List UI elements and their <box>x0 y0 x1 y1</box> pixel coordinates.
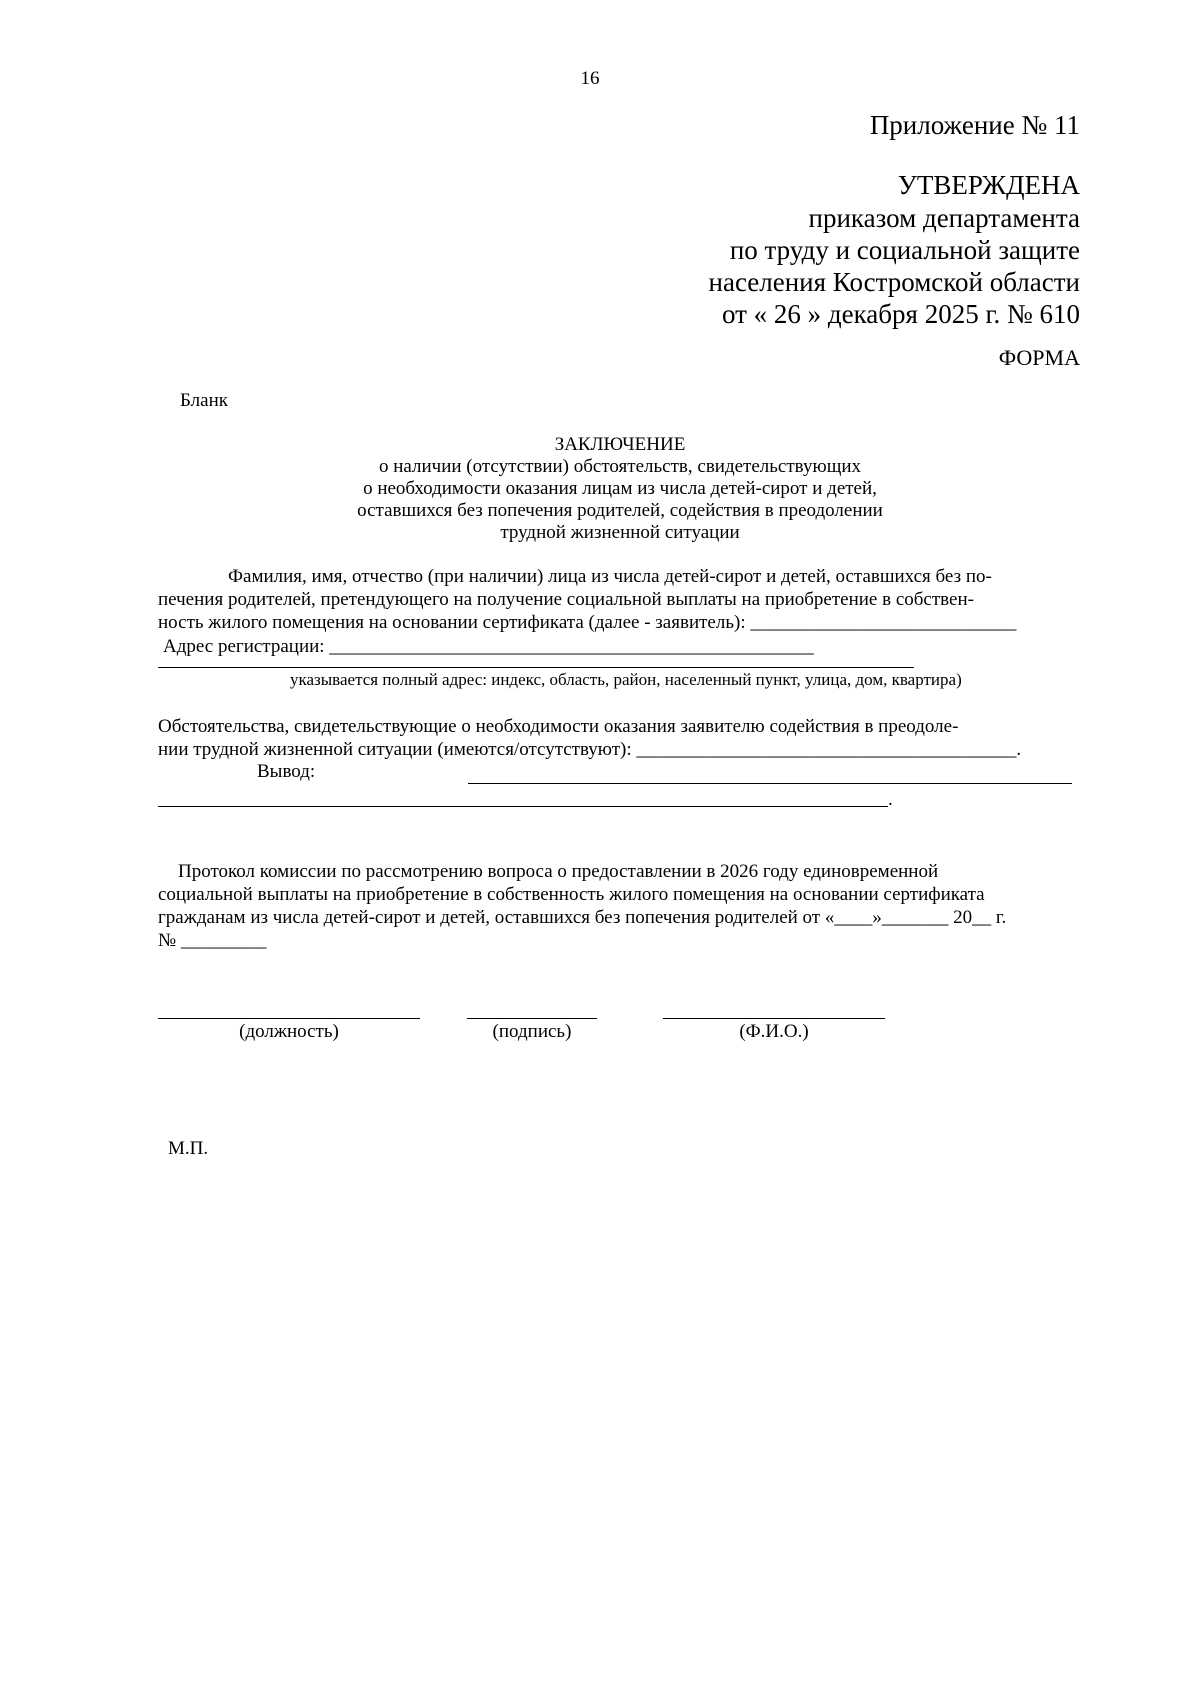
position-line <box>158 1018 420 1019</box>
address-hint: указывается полный адрес: индекс, область, район, населенный пункт, улица, дом, квартира) <box>290 670 962 689</box>
address-line <box>158 667 914 668</box>
order-line-3: населения Костромской области <box>708 267 1080 297</box>
stamp-label: М.П. <box>168 1138 209 1159</box>
fio-caption: (Ф.И.О.) <box>739 1021 809 1042</box>
appendix-label: Приложение № 11 <box>869 110 1080 140</box>
title-line-4: трудной жизненной ситуации <box>500 522 740 543</box>
protocol-line-1: Протокол комиссии по рассмотрению вопроса о предоставлении в 2026 году единовременной <box>178 861 939 882</box>
title-line-1: о наличии (отсутствии) обстоятельств, свидетельствующих <box>379 456 861 477</box>
order-line-4: от « 26 » декабря 2025 г. № 610 <box>721 299 1080 329</box>
circumstances-line-1: Обстоятельства, свидетельствующие о необходимости оказания заявителю содействия в преодоле- <box>158 716 959 737</box>
applicant-line-3: ность жилого помещения на основании сертификата (далее - заявитель): ____________________________ <box>158 612 1017 633</box>
conclusion-end-dot: . <box>888 789 893 810</box>
signature-caption: (подпись) <box>492 1021 572 1042</box>
order-line-1: приказом департамента <box>808 203 1080 233</box>
blank-label: Бланк <box>180 390 228 411</box>
protocol-line-4: № _________ <box>158 930 267 951</box>
protocol-line-3: гражданам из числа детей-сирот и детей, оставшихся без попечения родителей от «____»_______ 20__ г. <box>158 907 1007 928</box>
title-line-2: о необходимости оказания лицам из числа детей-сирот и детей, <box>363 478 877 499</box>
circumstances-line-2: нии трудной жизненной ситуации (имеются/отсутствуют): ________________________________________. <box>158 739 1022 760</box>
order-line-2: по труду и социальной защите <box>729 235 1080 265</box>
applicant-line-2: печения родителей, претендующего на получение социальной выплаты на приобретение в собствен- <box>158 589 974 610</box>
title-heading: ЗАКЛЮЧЕНИЕ <box>554 434 686 455</box>
address-label: Адрес регистрации: ___________________________________________________ <box>163 636 814 657</box>
approved-label: УТВЕРЖДЕНА <box>897 170 1080 200</box>
conclusion-line-1 <box>468 783 1072 784</box>
title-line-3: оставшихся без попечения родителей, содействия в преодолении <box>357 500 883 521</box>
form-label: ФОРМА <box>998 345 1080 370</box>
page-number: 16 <box>580 68 600 89</box>
conclusion-line-2 <box>158 806 888 807</box>
protocol-line-2: социальной выплаты на приобретение в собственность жилого помещения на основании сертификата <box>158 884 985 905</box>
applicant-line-1: Фамилия, имя, отчество (при наличии) лица из числа детей-сирот и детей, оставшихся без по- <box>228 566 992 587</box>
signature-line <box>467 1018 597 1019</box>
conclusion-label: Вывод: <box>257 761 316 782</box>
fio-line <box>663 1018 885 1019</box>
position-caption: (должность) <box>239 1021 339 1042</box>
